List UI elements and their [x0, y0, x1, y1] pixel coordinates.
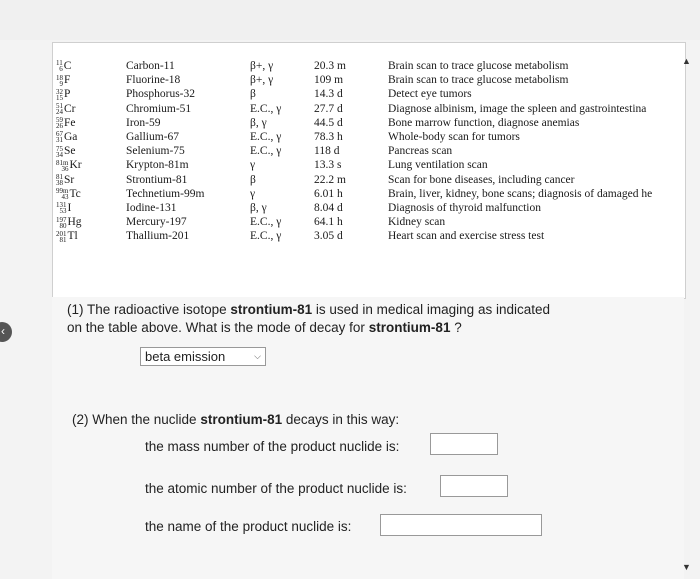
half-life: 118 d [314, 145, 340, 158]
decay-mode: β [250, 88, 256, 101]
top-bar [0, 0, 700, 40]
chevron-down-icon: ⌵ [254, 351, 261, 361]
half-life: 27.7 d [314, 102, 343, 115]
half-life: 22.2 m [314, 173, 346, 186]
question-1-line-2: on the table above. What is the mode of decay for strontium-81 ? [67, 320, 462, 335]
decay-mode: β+, γ [250, 60, 274, 72]
isotope-name: Selenium-75 [126, 145, 185, 158]
isotope-symbol: 32 15P [56, 87, 71, 102]
previous-tab-icon[interactable]: ‹ [0, 322, 12, 342]
decay-mode: E.C., γ [250, 145, 282, 158]
isotope-symbol: 81m 36Kr [56, 158, 82, 173]
isotope-symbol: 51 24Cr [56, 101, 76, 116]
isotope-name: Carbon-11 [126, 60, 175, 72]
isotope-name: Chromium-51 [126, 102, 192, 115]
decay-mode-selected-value: beta emission [145, 349, 226, 364]
question-2-intro: (2) When the nuclide strontium-81 decays in this way: [72, 412, 400, 427]
medical-use: Bone marrow function, diagnose anemias [388, 116, 580, 129]
isotope-name: Krypton-81m [126, 159, 189, 172]
decay-mode: E.C., γ [250, 230, 282, 243]
medical-use: Diagnose albinism, image the spleen and gastrointestina [388, 102, 647, 115]
medical-use: Brain scan to trace glucose metabolism [388, 74, 569, 87]
medical-use: Diagnosis of thyroid malfunction [388, 202, 541, 214]
question-1-line-1: (1) The radioactive isotope strontium-81 is used in medical imaging as indicated [67, 302, 550, 317]
decay-mode: E.C., γ [250, 216, 282, 229]
decay-mode-select[interactable] [140, 347, 266, 366]
isotope-name: Technetium-99m [126, 187, 205, 200]
scroll-down-arrow-icon[interactable]: ▼ [682, 562, 691, 572]
medical-use: Lung ventilation scan [388, 159, 488, 172]
decay-mode: β [250, 173, 256, 186]
isotope-name: Iron-59 [126, 116, 161, 129]
atomic-number-input[interactable] [440, 475, 508, 497]
mass-number-input[interactable] [430, 433, 498, 455]
decay-mode: β, γ [250, 202, 267, 214]
isotope-name: Phosphorus-32 [126, 88, 196, 101]
isotope-symbol: 131 53I [56, 201, 72, 216]
medical-use: Brain, liver, kidney, bone scans; diagnosis of damaged he [388, 187, 653, 200]
half-life: 8.04 d [314, 202, 343, 214]
half-life: 109 m [314, 74, 344, 87]
isotope-symbol: 59 26Fe [56, 116, 76, 131]
half-life: 78.3 h [314, 131, 343, 143]
isotope-symbol: 67 31Ga [56, 130, 78, 145]
mass-number-label: the mass number of the product nuclide is: [145, 439, 400, 454]
decay-mode: E.C., γ [250, 131, 282, 143]
isotope-name: Iodine-131 [126, 202, 177, 214]
isotope-symbol: 99m 43Tc [56, 187, 81, 202]
isotope-symbol: 201 81Tl [56, 229, 78, 244]
isotope-symbol: 197 80Hg [56, 215, 82, 230]
isotope-name: Fluorine-18 [126, 74, 181, 87]
isotope-name: Mercury-197 [126, 216, 187, 229]
medical-use: Kidney scan [388, 216, 446, 229]
half-life: 3.05 d [314, 230, 343, 243]
decay-mode: γ [250, 187, 256, 200]
half-life: 44.5 d [314, 116, 343, 129]
medical-use: Brain scan to trace glucose metabolism [388, 60, 569, 72]
medical-use: Whole-body scan for tumors [388, 131, 520, 143]
decay-mode: E.C., γ [250, 102, 282, 115]
isotope-name: Strontium-81 [126, 173, 188, 186]
isotope-symbol: 18 9F [56, 73, 71, 88]
isotope-symbol: 11 6C [56, 59, 72, 74]
decay-mode: γ [250, 159, 256, 172]
medical-use: Heart scan and exercise stress test [388, 230, 545, 243]
medical-use: Scan for bone diseases, including cancer [388, 173, 575, 186]
isotope-symbol: 81 38Sr [56, 172, 75, 187]
isotope-name: Gallium-67 [126, 131, 180, 143]
isotope-symbol: 75 34Se [56, 144, 76, 159]
medical-use: Pancreas scan [388, 145, 453, 158]
half-life: 13.3 s [314, 159, 342, 172]
half-life: 64.1 h [314, 216, 343, 229]
question-area [52, 297, 684, 579]
product-name-input[interactable] [380, 514, 542, 536]
isotope-name: Thallium-201 [126, 230, 190, 243]
product-name-label: the name of the product nuclide is: [145, 519, 352, 534]
atomic-number-label: the atomic number of the product nuclide is: [145, 481, 407, 496]
decay-mode: β+, γ [250, 74, 274, 87]
half-life: 6.01 h [314, 187, 343, 200]
half-life: 14.3 d [314, 88, 343, 101]
medical-use: Detect eye tumors [388, 88, 472, 101]
decay-mode: β, γ [250, 116, 267, 129]
half-life: 20.3 m [314, 60, 346, 72]
scroll-up-arrow-icon[interactable]: ▲ [682, 56, 691, 66]
